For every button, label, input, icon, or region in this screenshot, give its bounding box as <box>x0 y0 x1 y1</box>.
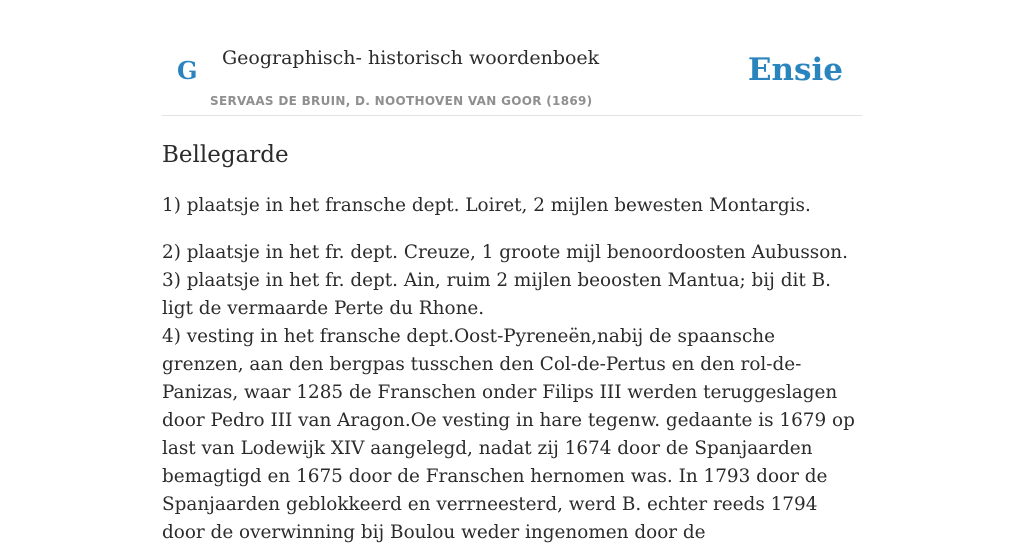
header <box>162 0 862 116</box>
entry-paragraph-4: 4) vesting in het fransche dept.Oost-Pyreneën,nabij de spaansche grenzen, aan den bergpas tusschen den Col-de-Pertus en den rol-de-Panizas, waar 1285 de Franschen onder Filips III werden teruggeslagen door Pedro III van Aragon.Oe vesting in hare tegenw. gedaante is 1679 op last van Lodewijk XIV aangelegd, nadat zij 1674 door de Spanjaarden bemagtigd en 1675 door de Franschen hernomen was. In 1793 door de Spanjaarden geblokkeerd en verrneesterd, werd B. echter reeds 1794 door de overwinning bij Boulou weder ingenomen door de <box>162 326 855 543</box>
ensie-logo-link[interactable]: Ensie <box>747 52 843 88</box>
book-logo-icon[interactable]: G <box>177 56 198 85</box>
entry-paragraph-2: 2) plaatsje in het fr. dept. Creuze, 1 groote mijl benoordoosten Aubusson. <box>162 242 848 263</box>
book-title-link[interactable]: Geographisch- historisch woordenboek <box>222 47 600 69</box>
entry-paragraph-3: 3) plaatsje in het fr. dept. Ain, ruim 2 mijlen beoosten Mantua; bij dit B. ligt de vermaarde Perte du Rhone. <box>162 270 831 319</box>
entry-paragraph-1: 1) plaatsje in het fransche dept. Loiret, 2 mijlen bewesten Montargis. <box>162 195 811 216</box>
book-author: SERVAAS DE BRUIN, D. NOOTHOVEN VAN GOOR (1869) <box>210 94 593 108</box>
entry-body <box>162 192 862 547</box>
entry-title: Bellegarde <box>162 142 289 168</box>
page <box>162 0 862 543</box>
